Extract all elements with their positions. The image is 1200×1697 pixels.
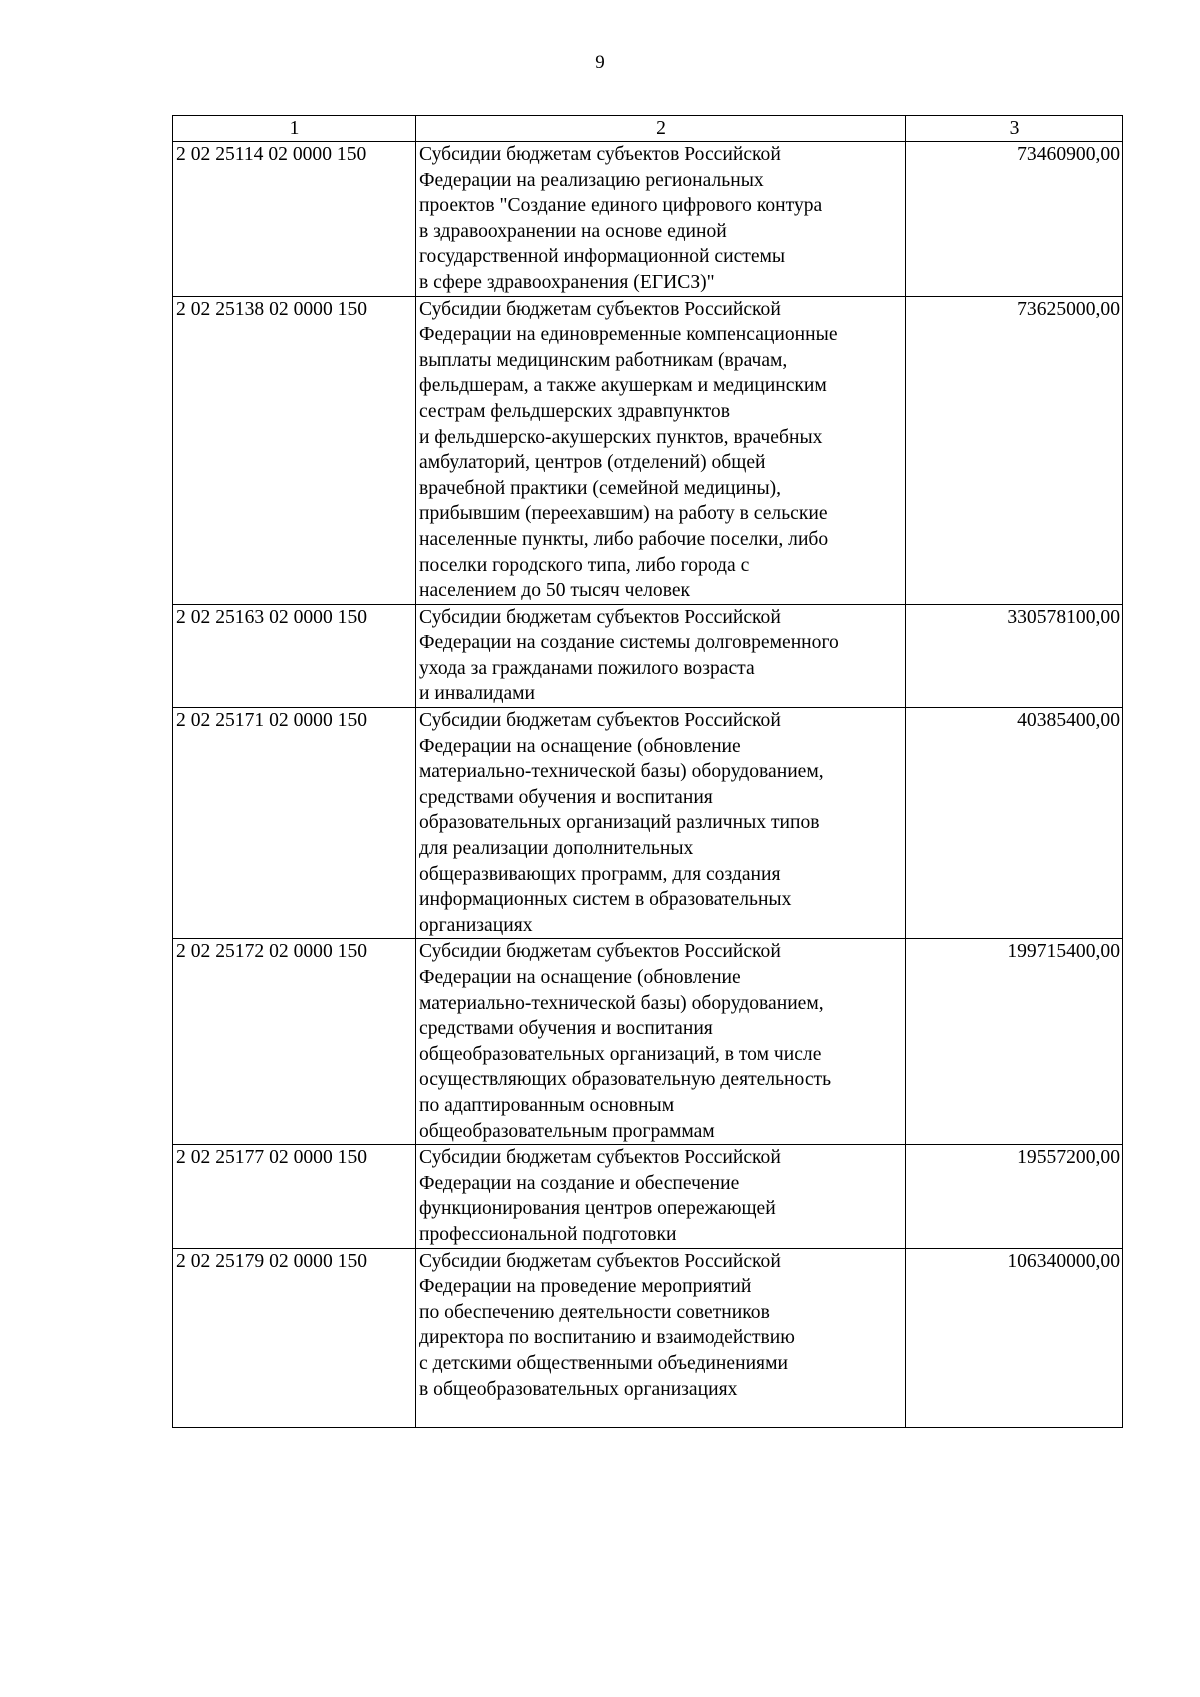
table-row: [173, 296, 1123, 604]
amount: 73460900,00: [906, 142, 1123, 297]
table-header: [173, 116, 1123, 142]
budget-code: 2 02 25138 02 0000 150: [173, 296, 416, 604]
table-row: [173, 142, 1123, 297]
budget-code: 2 02 25114 02 0000 150: [173, 142, 416, 297]
description: Субсидии бюджетам субъектов Российской Федерации на оснащение (обновление материально-технической базы) оборудованием, средствами обучения и воспитания общеобразовательных организаций, в том числе осуществляющих образовательную деятельность по адаптированным основным общеобразовательным программам: [416, 939, 906, 1145]
budget-code: 2 02 25172 02 0000 150: [173, 939, 416, 1145]
amount: 40385400,00: [906, 708, 1123, 939]
header-col-1: 1: [173, 116, 416, 142]
amount: 106340000,00: [906, 1248, 1123, 1428]
amount: 19557200,00: [906, 1145, 1123, 1248]
amount: 330578100,00: [906, 604, 1123, 707]
description: Субсидии бюджетам субъектов Российской Федерации на единовременные компенсационные выплаты медицинским работникам (врачам, фельдшерам, а также акушеркам и медицинским сестрам фельдшерских здравпунктов и фельдшерско-акушерских пунктов, врачебных амбулаторий, центров (отделений) общей врачебной практики (семейной медицины), прибывшим (переехавшим) на работу в сельские населенные пункты, либо рабочие поселки, либо поселки городского типа, либо города с населением до 50 тысяч человек: [416, 296, 906, 604]
table-row: [173, 708, 1123, 939]
table-row: [173, 1145, 1123, 1248]
header-col-2: 2: [416, 116, 906, 142]
budget-table: [172, 115, 1123, 1428]
amount: 73625000,00: [906, 296, 1123, 604]
table-row: [173, 1248, 1123, 1428]
budget-code: 2 02 25163 02 0000 150: [173, 604, 416, 707]
budget-code: 2 02 25179 02 0000 150: [173, 1248, 416, 1428]
page-number: 9: [595, 52, 605, 73]
budget-code: 2 02 25177 02 0000 150: [173, 1145, 416, 1248]
header-row: [173, 116, 1123, 142]
description: Субсидии бюджетам субъектов Российской Федерации на оснащение (обновление материально-технической базы) оборудованием, средствами обучения и воспитания образовательных организаций различных типов для реализации дополнительных общеразвивающих программ, для создания информационных систем в образовательных организациях: [416, 708, 906, 939]
table-row: [173, 939, 1123, 1145]
header-col-3: 3: [906, 116, 1123, 142]
amount: 199715400,00: [906, 939, 1123, 1145]
description: Субсидии бюджетам субъектов Российской Федерации на создание системы долговременного ухода за гражданами пожилого возраста и инвалидами: [416, 604, 906, 707]
table-body: [173, 142, 1123, 1428]
description: Субсидии бюджетам субъектов Российской Федерации на реализацию региональных проектов "Создание единого цифрового контура в здравоохранении на основе единой государственной информационной системы в сфере здравоохранения (ЕГИСЗ)": [416, 142, 906, 297]
table-row: [173, 604, 1123, 707]
description: Субсидии бюджетам субъектов Российской Федерации на проведение мероприятий по обеспечению деятельности советников директора по воспитанию и взаимодействию с детскими общественными объединениями в общеобразовательных организациях: [416, 1248, 906, 1428]
description: Субсидии бюджетам субъектов Российской Федерации на создание и обеспечение функционирования центров опережающей профессиональной подготовки: [416, 1145, 906, 1248]
budget-code: 2 02 25171 02 0000 150: [173, 708, 416, 939]
